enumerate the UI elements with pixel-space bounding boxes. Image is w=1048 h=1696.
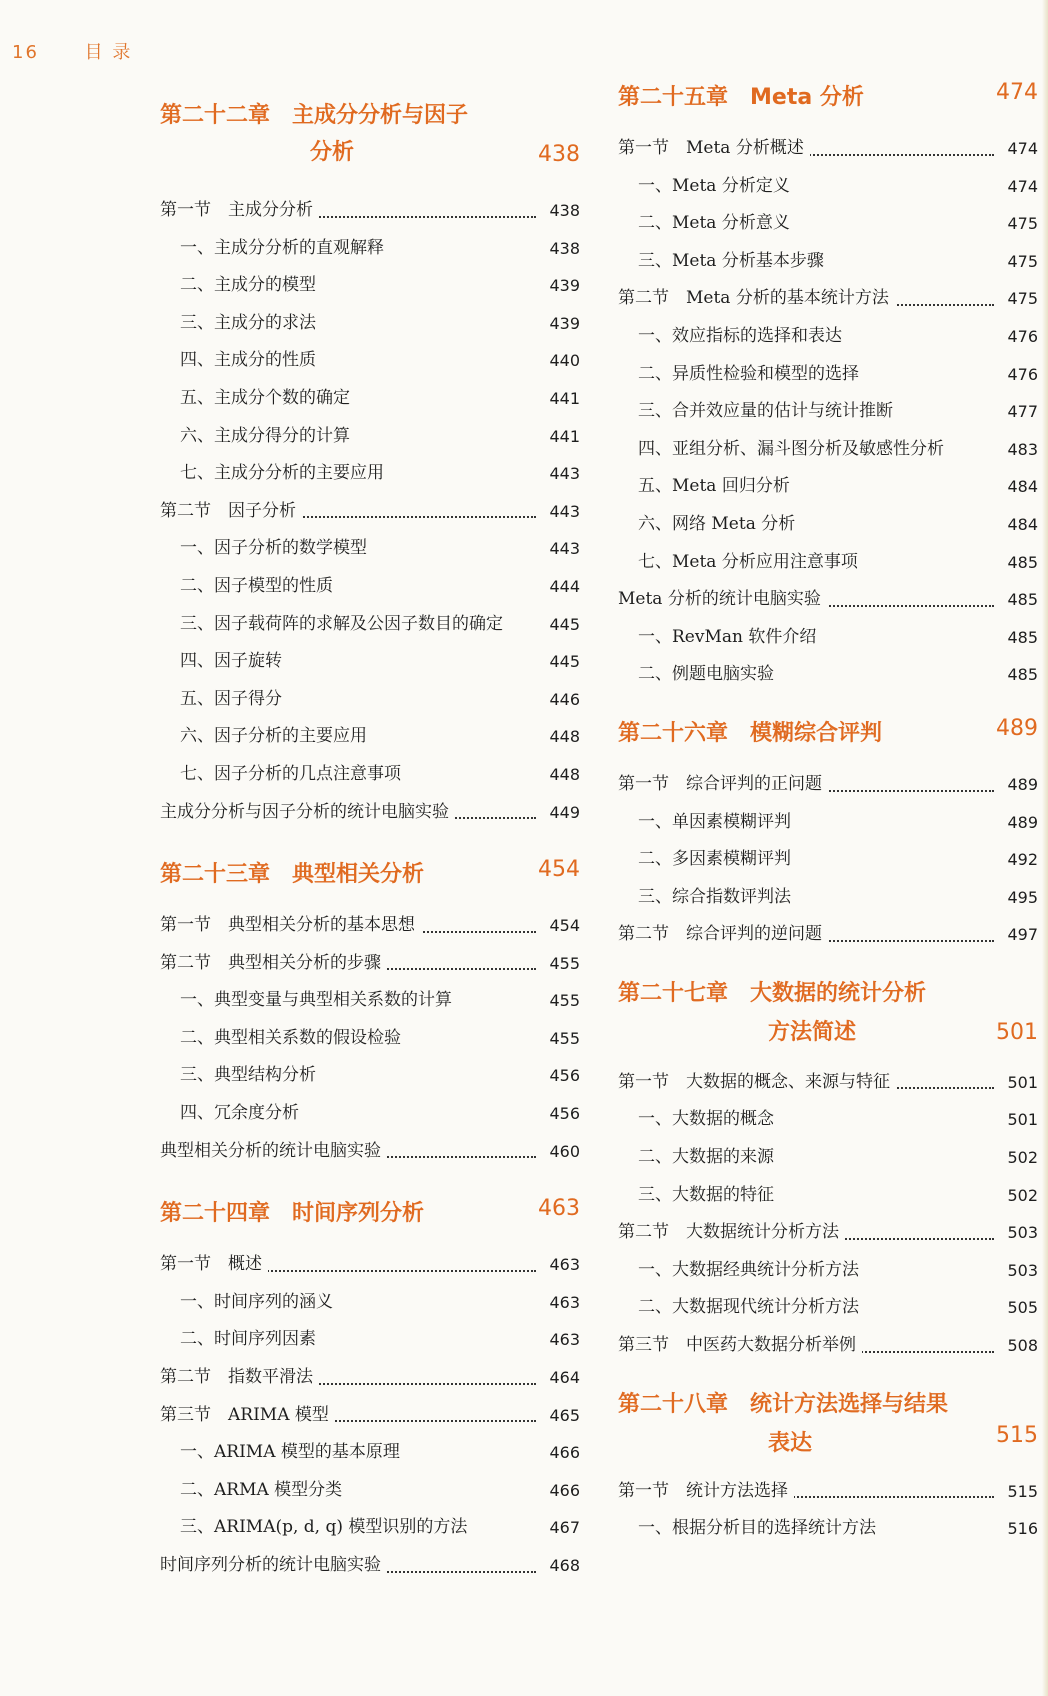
entry-label: 七、主成分分析的主要应用 <box>180 463 390 483</box>
entry-label: 第一节 典型相关分析的基本思想 <box>160 915 421 935</box>
toc-section-entry[interactable] <box>160 493 580 531</box>
entry-label: 一、大数据经典统计分析方法 <box>638 1260 865 1280</box>
entry-page-number: 439 <box>549 276 580 296</box>
chapter-title: 第二十二章 主成分分析与因子 <box>160 103 469 128</box>
entry-label: 五、Meta 回归分析 <box>638 476 796 496</box>
entry-page-number: 445 <box>549 614 580 634</box>
toc-right-column <box>618 80 1038 1548</box>
entry-label: 六、主成分得分的计算 <box>180 426 356 446</box>
entry-label: 主成分分析与因子分析的统计电脑实验 <box>160 802 455 822</box>
entry-page-number: 466 <box>549 1480 580 1500</box>
toc-subentry[interactable] <box>160 606 580 644</box>
entry-label: 二、典型相关系数的假设检验 <box>180 1028 407 1048</box>
running-title: 目 录 <box>84 42 133 63</box>
chapter-title: 第二十三章 典型相关分析 <box>160 862 425 888</box>
entry-label: 二、因子模型的性质 <box>180 576 339 596</box>
entry-page-number: 448 <box>549 764 580 784</box>
entry-page-number: 466 <box>549 1443 580 1463</box>
entry-page-number: 485 <box>1007 665 1038 685</box>
entry-label: 三、因子载荷阵的求解及公因子数目的确定 <box>180 614 509 634</box>
toc-subentry[interactable] <box>160 418 580 456</box>
entry-page-number: 455 <box>549 1028 580 1048</box>
entry-page-number: 443 <box>549 539 580 559</box>
toc-subentry[interactable] <box>618 205 1038 243</box>
toc-subentry[interactable] <box>160 1020 580 1058</box>
entry-page-number: 449 <box>549 802 580 822</box>
entry-label: 三、典型结构分析 <box>180 1065 322 1085</box>
toc-subentry[interactable] <box>618 1289 1038 1327</box>
entry-page-number: 484 <box>1007 514 1038 534</box>
entry-page-number: 497 <box>1007 925 1038 945</box>
chapter-24-heading[interactable] <box>160 1196 580 1236</box>
entry-label: 七、Meta 分析应用注意事项 <box>638 552 864 572</box>
chapter-23-entries <box>160 907 580 1170</box>
entry-label: 第二节 大数据统计分析方法 <box>618 1222 845 1242</box>
entry-page-number: 495 <box>1007 887 1038 907</box>
entry-page-number: 456 <box>549 1104 580 1124</box>
entry-page-number: 446 <box>549 689 580 709</box>
toc-subentry[interactable] <box>160 756 580 794</box>
entry-label: 四、主成分的性质 <box>180 350 322 370</box>
entry-page-number: 485 <box>1007 552 1038 572</box>
entry-page-number: 474 <box>1007 176 1038 196</box>
toc-section-entry[interactable] <box>160 1246 580 1284</box>
entry-label: 四、因子旋转 <box>180 651 288 671</box>
entry-page-number: 492 <box>1007 850 1038 870</box>
entry-label: 一、典型变量与典型相关系数的计算 <box>180 990 458 1010</box>
entry-label: 第三节 ARIMA 模型 <box>160 1405 335 1425</box>
entry-label: 二、Meta 分析意义 <box>638 213 796 233</box>
entry-label: 五、主成分个数的确定 <box>180 388 356 408</box>
chapter-27-entries <box>618 1064 1038 1365</box>
entry-page-number: 465 <box>549 1405 580 1425</box>
entry-page-number: 455 <box>549 991 580 1011</box>
entry-page-number: 476 <box>1007 364 1038 384</box>
entry-label: 三、ARIMA(p, d, q) 模型识别的方法 <box>180 1517 473 1537</box>
entry-label: 二、时间序列因素 <box>180 1329 322 1349</box>
toc-subentry[interactable] <box>618 1510 1038 1548</box>
toc-section-entry[interactable] <box>160 1547 580 1585</box>
entry-page-number: 441 <box>549 426 580 446</box>
entry-label: 第一节 统计方法选择 <box>618 1481 794 1501</box>
entry-label: 三、综合指数评判法 <box>638 887 797 907</box>
toc-section-entry[interactable] <box>618 916 1038 954</box>
toc-subentry[interactable] <box>618 318 1038 356</box>
toc-subentry[interactable] <box>618 1177 1038 1215</box>
entry-page-number: 475 <box>1007 214 1038 234</box>
toc-subentry[interactable] <box>618 1252 1038 1290</box>
toc-subentry[interactable] <box>160 380 580 418</box>
toc-section-entry[interactable] <box>618 1327 1038 1365</box>
entry-label: 第二节 Meta 分析的基本统计方法 <box>618 288 895 308</box>
chapter-25-heading[interactable] <box>618 80 1038 120</box>
toc-subentry[interactable] <box>160 267 580 305</box>
toc-subentry[interactable] <box>618 393 1038 431</box>
entry-page-number: 516 <box>1007 1519 1038 1539</box>
entry-page-number: 464 <box>549 1368 580 1388</box>
entry-page-number: 503 <box>1007 1260 1038 1280</box>
toc-subentry[interactable] <box>160 455 580 493</box>
toc-subentry[interactable] <box>160 643 580 681</box>
entry-label: 第二节 综合评判的逆问题 <box>618 924 828 944</box>
entry-label: 一、ARIMA 模型的基本原理 <box>180 1442 406 1462</box>
entry-page-number: 489 <box>1007 774 1038 794</box>
toc-subentry[interactable] <box>160 568 580 606</box>
entry-label: 二、大数据的来源 <box>638 1147 780 1167</box>
entry-label: 一、单因素模糊评判 <box>638 812 797 832</box>
chapter-title-line2: 分析 <box>310 140 355 165</box>
entry-page-number: 508 <box>1007 1336 1038 1356</box>
toc-subentry[interactable] <box>160 681 580 719</box>
entry-page-number: 515 <box>1007 1481 1038 1501</box>
chapter-26-heading[interactable] <box>618 716 1038 756</box>
entry-label: 一、效应指标的选择和表达 <box>638 326 848 346</box>
toc-subentry[interactable] <box>618 1139 1038 1177</box>
entry-label: 一、大数据的概念 <box>638 1109 780 1129</box>
entry-page-number: 454 <box>549 916 580 936</box>
chapter-title: 第二十七章 大数据的统计分析 <box>618 980 927 1006</box>
entry-page-number: 448 <box>549 727 580 747</box>
entry-page-number: 484 <box>1007 477 1038 497</box>
chapter-page: 474 <box>996 80 1038 105</box>
toc-subentry[interactable] <box>160 305 580 343</box>
entry-page-number: 441 <box>549 388 580 408</box>
entry-page-number: 485 <box>1007 627 1038 647</box>
chapter-page: 438 <box>538 142 580 167</box>
page-edge-shadow <box>1042 0 1048 1696</box>
toc-section-entry[interactable] <box>618 280 1038 318</box>
entry-label: 一、时间序列的涵义 <box>180 1292 339 1312</box>
chapter-page: 489 <box>996 715 1038 741</box>
entry-page-number: 468 <box>549 1556 580 1575</box>
entry-page-number: 502 <box>1007 1148 1038 1168</box>
toc-section-entry[interactable] <box>160 1133 580 1171</box>
toc-subentry[interactable] <box>160 230 580 268</box>
chapter-28-heading[interactable] <box>618 1387 1038 1463</box>
entry-label: 第一节 大数据的概念、来源与特征 <box>618 1072 896 1092</box>
entry-label: 第二节 因子分析 <box>160 501 302 521</box>
toc-section-entry[interactable] <box>160 192 580 230</box>
entry-page-number: 501 <box>1007 1110 1038 1130</box>
chapter-title: 第二十八章 统计方法选择与结果 <box>618 1391 949 1417</box>
entry-page-number: 467 <box>549 1518 580 1538</box>
entry-page-number: 443 <box>549 464 580 484</box>
entry-page-number: 445 <box>549 652 580 672</box>
toc-subentry[interactable] <box>618 243 1038 281</box>
chapter-title-line2: 表达 <box>768 1430 813 1456</box>
entry-page-number: 475 <box>1007 289 1038 309</box>
entry-label: 六、因子分析的主要应用 <box>180 726 373 746</box>
entry-label: 三、合并效应量的估计与统计推断 <box>638 401 899 421</box>
toc-section-entry[interactable] <box>618 766 1038 804</box>
chapter-22-heading[interactable] <box>160 98 580 174</box>
entry-label: 四、亚组分析、漏斗图分析及敏感性分析 <box>638 439 950 459</box>
chapter-24-entries <box>160 1246 580 1584</box>
entry-page-number: 439 <box>549 313 580 333</box>
entry-page-number: 502 <box>1007 1185 1038 1205</box>
toc-section-entry[interactable] <box>160 794 580 832</box>
chapter-22-entries <box>160 192 580 831</box>
toc-section-entry[interactable] <box>160 907 580 945</box>
entry-label: Meta 分析的统计电脑实验 <box>618 589 827 609</box>
toc-subentry[interactable] <box>160 1057 580 1095</box>
entry-label: 五、因子得分 <box>180 689 288 709</box>
entry-label: 三、大数据的特征 <box>638 1185 780 1205</box>
chapter-28-entries <box>618 1473 1038 1548</box>
entry-label: 第一节 概述 <box>160 1254 268 1274</box>
toc-subentry[interactable] <box>160 342 580 380</box>
toc-left-column <box>160 80 580 1585</box>
toc-subentry[interactable] <box>618 804 1038 842</box>
toc-subentry[interactable] <box>618 619 1038 657</box>
entry-page-number: 444 <box>549 576 580 596</box>
entry-label: 一、因子分析的数学模型 <box>180 538 373 558</box>
entry-label: 第一节 主成分分析 <box>160 200 319 220</box>
entry-page-number: 463 <box>549 1255 580 1275</box>
entry-label: 典型相关分析的统计电脑实验 <box>160 1141 387 1161</box>
toc-section-entry[interactable] <box>160 1397 580 1435</box>
entry-label: 七、因子分析的几点注意事项 <box>180 764 407 784</box>
entry-page-number: 475 <box>1007 251 1038 271</box>
chapter-25-entries <box>618 130 1038 694</box>
entry-page-number: 485 <box>1007 590 1038 610</box>
entry-label: 六、网络 Meta 分析 <box>638 514 801 534</box>
entry-label: 一、Meta 分析定义 <box>638 176 796 196</box>
chapter-page: 463 <box>538 1196 580 1222</box>
chapter-title-line2: 方法简述 <box>768 1019 857 1045</box>
toc-subentry[interactable] <box>160 1095 580 1133</box>
entry-page-number: 463 <box>549 1330 580 1350</box>
toc-section-entry[interactable] <box>160 945 580 983</box>
chapter-page: 515 <box>996 1422 1038 1448</box>
toc-section-entry[interactable] <box>618 1214 1038 1252</box>
toc-subentry[interactable] <box>160 1434 580 1472</box>
toc-subentry[interactable] <box>160 1509 580 1547</box>
toc-subentry[interactable] <box>618 506 1038 544</box>
toc-section-entry[interactable] <box>618 1473 1038 1511</box>
entry-page-number: 463 <box>549 1292 580 1312</box>
entry-page-number: 505 <box>1007 1298 1038 1318</box>
entry-page-number: 460 <box>549 1141 580 1161</box>
entry-label: 二、异质性检验和模型的选择 <box>638 364 865 384</box>
entry-page-number: 438 <box>549 201 580 220</box>
toc-subentry[interactable] <box>618 879 1038 917</box>
entry-label: 一、根据分析目的选择统计方法 <box>638 1518 882 1538</box>
entry-page-number: 501 <box>1007 1072 1038 1092</box>
toc-subentry[interactable] <box>618 356 1038 394</box>
toc-section-entry[interactable] <box>160 1359 580 1397</box>
toc-subentry[interactable] <box>618 544 1038 582</box>
entry-label: 一、主成分分析的直观解释 <box>180 238 390 258</box>
toc-subentry[interactable] <box>618 1101 1038 1139</box>
entry-page-number: 438 <box>549 238 580 258</box>
chapter-title: 第二十五章 Meta 分析 <box>618 85 864 110</box>
entry-label: 第一节 Meta 分析概述 <box>618 138 810 158</box>
toc-subentry[interactable] <box>160 530 580 568</box>
entry-label: 三、主成分的求法 <box>180 313 322 333</box>
toc-subentry[interactable] <box>618 656 1038 694</box>
toc-section-entry[interactable] <box>618 1064 1038 1102</box>
chapter-27-heading[interactable] <box>618 976 1038 1052</box>
entry-label: 二、多因素模糊评判 <box>638 849 797 869</box>
entry-label: 二、主成分的模型 <box>180 275 322 295</box>
entry-label: 二、例题电脑实验 <box>638 664 780 684</box>
toc-subentry[interactable] <box>160 982 580 1020</box>
entry-page-number: 443 <box>549 501 580 521</box>
entry-label: 第三节 中医药大数据分析举例 <box>618 1335 862 1355</box>
toc-subentry[interactable] <box>618 168 1038 206</box>
toc-subentry[interactable] <box>618 468 1038 506</box>
entry-page-number: 456 <box>549 1066 580 1086</box>
entry-label: 二、大数据现代统计分析方法 <box>638 1297 865 1317</box>
chapter-page: 454 <box>538 857 580 883</box>
toc-section-entry[interactable] <box>618 581 1038 619</box>
entry-page-number: 455 <box>549 953 580 973</box>
entry-label: 时间序列分析的统计电脑实验 <box>160 1555 387 1575</box>
entry-label: 第二节 典型相关分析的步骤 <box>160 953 387 973</box>
entry-label: 第二节 指数平滑法 <box>160 1367 319 1387</box>
entry-label: 四、冗余度分析 <box>180 1103 305 1123</box>
entry-label: 一、RevMan 软件介绍 <box>638 627 822 647</box>
entry-label: 第一节 综合评判的正问题 <box>618 774 828 794</box>
entry-page-number: 489 <box>1007 812 1038 832</box>
entry-page-number: 440 <box>549 351 580 371</box>
entry-page-number: 477 <box>1007 402 1038 422</box>
entry-label: 二、ARMA 模型分类 <box>180 1480 348 1500</box>
toc-section-entry[interactable] <box>618 130 1038 168</box>
chapter-title: 第二十六章 模糊综合评判 <box>618 720 883 746</box>
toc-subentry[interactable] <box>618 841 1038 879</box>
toc-subentry[interactable] <box>618 431 1038 469</box>
chapter-page: 501 <box>996 1019 1038 1045</box>
entry-page-number: 474 <box>1007 139 1038 158</box>
toc-subentry[interactable] <box>160 1284 580 1322</box>
chapter-26-entries <box>618 766 1038 954</box>
page-number: 16 <box>12 42 39 63</box>
toc-subentry[interactable] <box>160 1321 580 1359</box>
entry-page-number: 483 <box>1007 439 1038 459</box>
entry-page-number: 503 <box>1007 1223 1038 1243</box>
chapter-title: 第二十四章 时间序列分析 <box>160 1201 425 1227</box>
chapter-23-heading[interactable] <box>160 857 580 897</box>
toc-subentry[interactable] <box>160 718 580 756</box>
entry-page-number: 476 <box>1007 326 1038 346</box>
page-header <box>12 38 132 64</box>
toc-subentry[interactable] <box>160 1472 580 1510</box>
entry-label: 三、Meta 分析基本步骤 <box>638 251 830 271</box>
